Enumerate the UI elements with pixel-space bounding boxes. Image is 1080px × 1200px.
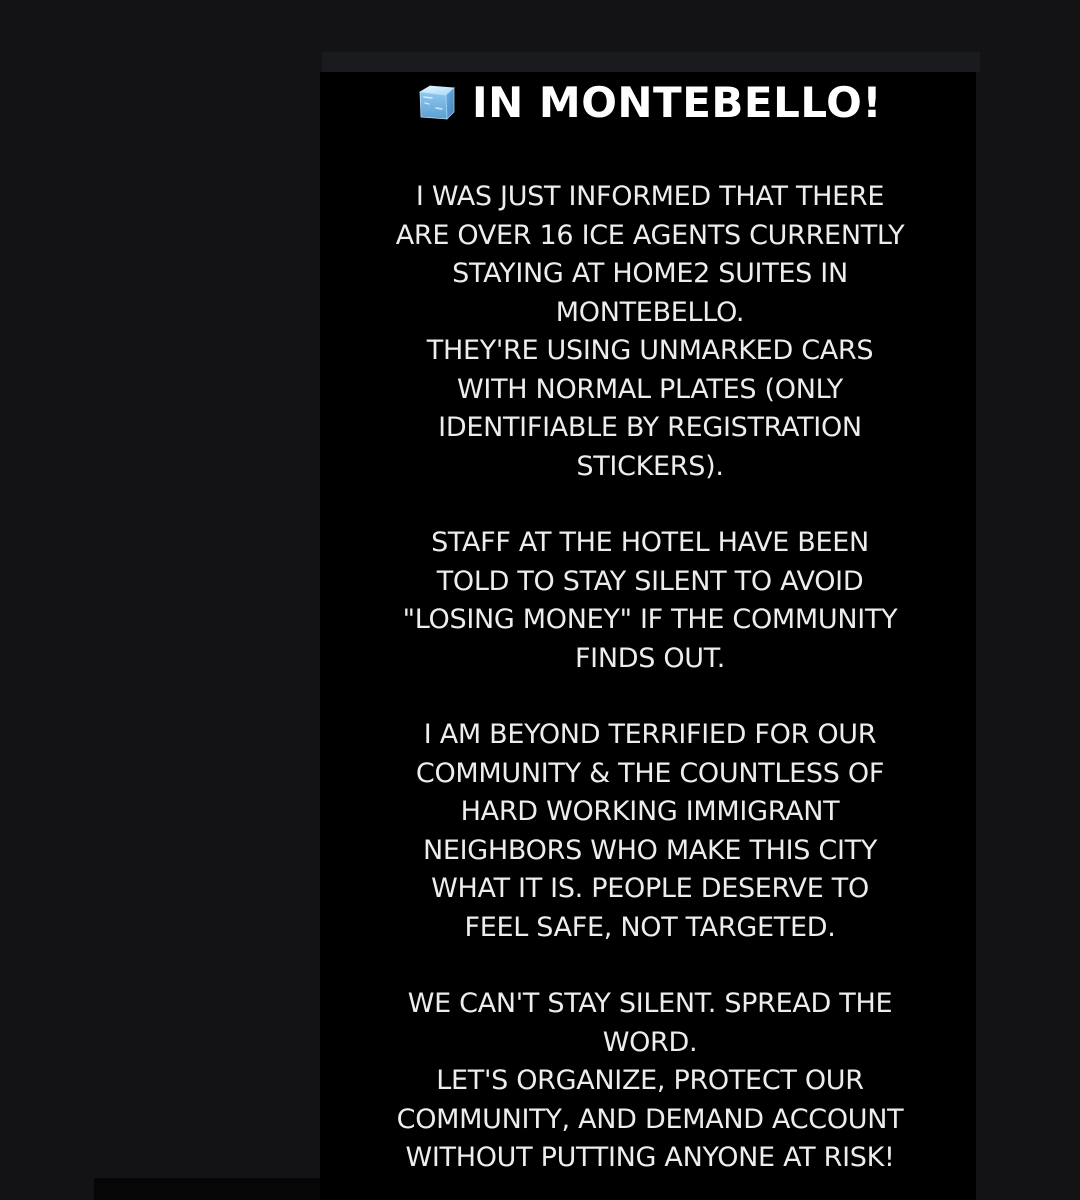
story-body xyxy=(360,178,940,1178)
story-line: FEEL SAFE, NOT TARGETED. xyxy=(464,911,836,943)
story-line: WE CAN'T STAY SILENT. SPREAD THE xyxy=(407,988,893,1019)
story-line: WHAT IT IS. PEOPLE DESERVE TO xyxy=(431,873,869,904)
story-line: STAYING AT HOME2 SUITES IN xyxy=(452,258,848,289)
story-line: COMMUNITY & THE COUNTLESS OF xyxy=(415,757,885,789)
story-line: WITH NORMAL PLATES (ONLY xyxy=(457,373,843,405)
story-paragraph xyxy=(360,524,940,678)
story-card xyxy=(320,72,976,1200)
story-line: STICKERS). xyxy=(576,450,724,482)
story-line: WITHOUT PUTTING ANYONE AT RISK! xyxy=(405,1142,895,1173)
background-bottom-strip xyxy=(94,1178,324,1200)
story-headline xyxy=(320,72,976,134)
story-line: COMMUNITY, AND DEMAND ACCOUNT xyxy=(396,1103,904,1135)
story-line: TOLD TO STAY SILENT TO AVOID xyxy=(436,565,864,597)
story-line: MONTEBELLO. xyxy=(555,296,745,328)
story-line: WORD. xyxy=(602,1026,698,1058)
story-line: NEIGHBORS WHO MAKE THIS CITY xyxy=(422,834,878,866)
background-panel-edge xyxy=(322,52,980,72)
story-line: THEY'RE USING UNMARKED CARS xyxy=(426,335,874,366)
story-line: LET'S ORGANIZE, PROTECT OUR xyxy=(436,1065,864,1096)
story-line: HARD WORKING IMMIGRANT xyxy=(460,796,840,827)
story-paragraph xyxy=(360,716,940,947)
story-line: FINDS OUT. xyxy=(574,642,726,674)
story-paragraph xyxy=(360,985,940,1178)
story-line: I WAS JUST INFORMED THAT THERE xyxy=(415,181,885,212)
story-line: STAFF AT THE HOTEL HAVE BEEN xyxy=(431,527,869,558)
story-line: ARE OVER 16 ICE AGENTS CURRENTLY xyxy=(395,219,905,251)
headline-text: IN MONTEBELLO! xyxy=(472,78,882,127)
ice-cube-icon xyxy=(414,83,458,123)
story-paragraph xyxy=(360,178,940,486)
story-line: I AM BEYOND TERRIFIED FOR OUR xyxy=(423,719,877,750)
story-line: IDENTIFIABLE BY REGISTRATION xyxy=(438,412,862,443)
story-line: "LOSING MONEY" IF THE COMMUNITY xyxy=(402,604,898,635)
